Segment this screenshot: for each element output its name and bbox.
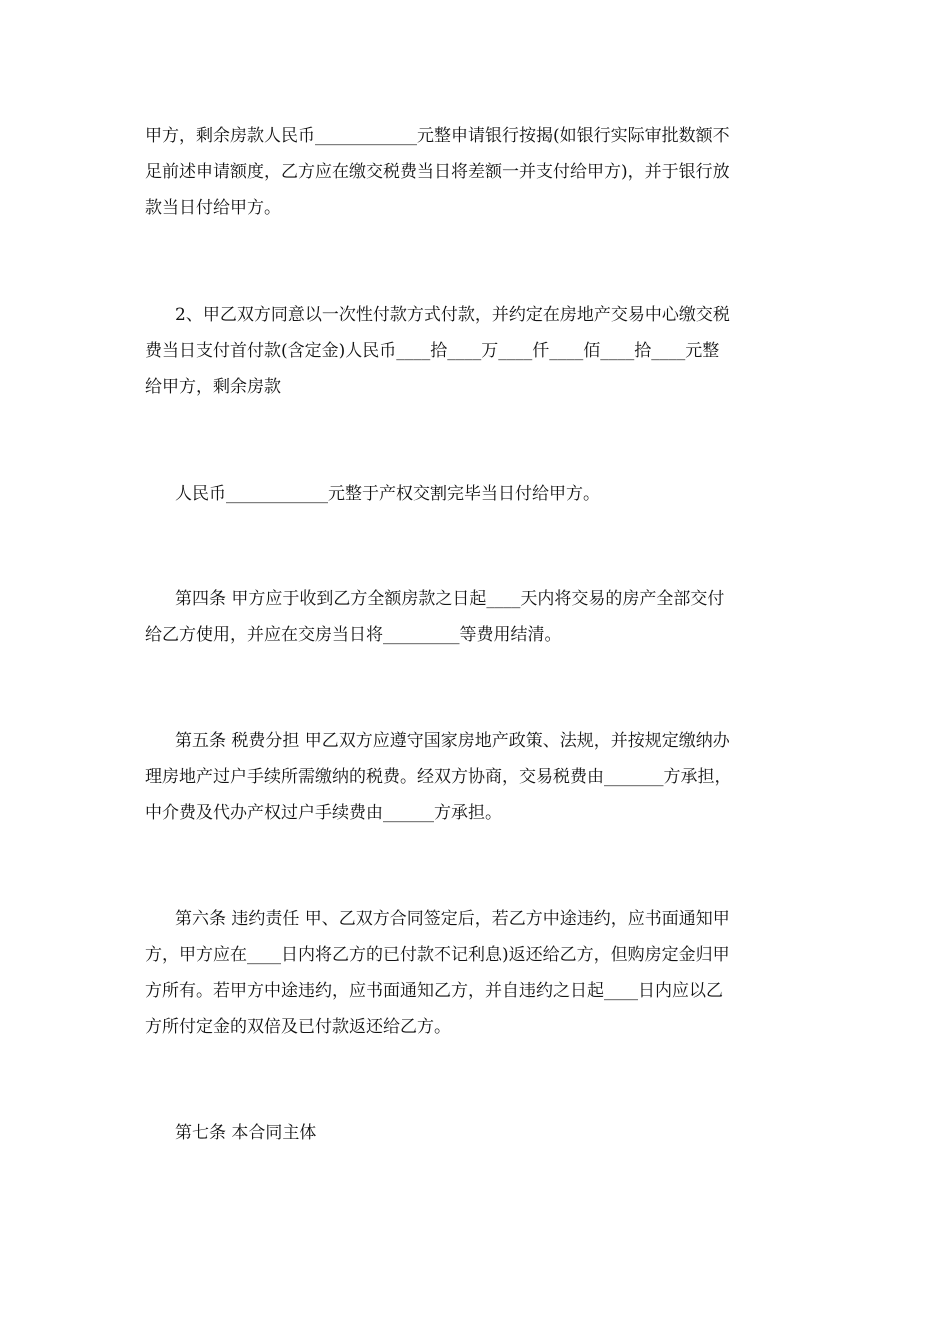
text-line: 方所付定金的双倍及已付款返还给乙方。 bbox=[145, 1017, 451, 1037]
text-line: 费当日支付首付款(含定金)人民币____拾____万____仟____佰____拾____元整 bbox=[145, 341, 720, 361]
paragraph-article-7 bbox=[145, 1115, 805, 1151]
text-line: 款当日付给甲方。 bbox=[145, 198, 281, 218]
text-line: 第五条 税费分担 甲乙双方应遵守国家房地产政策、法规，并按规定缴纳办 bbox=[175, 731, 730, 751]
text-line: 足前述申请额度，乙方应在缴交税费当日将差额一并支付给甲方)，并于银行放 bbox=[145, 162, 730, 182]
text-line: 中介费及代办产权过户手续费由______方承担。 bbox=[145, 803, 502, 823]
paragraph-article-4 bbox=[145, 581, 805, 653]
paragraph-article-5 bbox=[145, 723, 805, 831]
text-line: 2、甲乙双方同意以一次性付款方式付款，并约定在房地产交易中心缴交税 bbox=[175, 305, 730, 325]
paragraph-article-6 bbox=[145, 901, 805, 1045]
paragraph-remaining-payment bbox=[145, 476, 805, 512]
text-line: 人民币____________元整于产权交割完毕当日付给甲方。 bbox=[175, 484, 600, 504]
text-line: 给甲方，剩余房款 bbox=[145, 377, 281, 397]
text-line: 方，甲方应在____日内将乙方的已付款不记利息)返还给乙方，但购房定金归甲 bbox=[145, 945, 730, 965]
text-line: 第七条 本合同主体 bbox=[175, 1123, 317, 1143]
paragraph-payment-loan bbox=[145, 118, 805, 226]
text-line: 甲方，剩余房款人民币____________元整申请银行按揭(如银行实际审批数额不 bbox=[145, 126, 730, 146]
paragraph-lump-sum-payment bbox=[145, 297, 805, 405]
text-line: 第四条 甲方应于收到乙方全额房款之日起____天内将交易的房产全部交付 bbox=[175, 589, 725, 609]
text-line: 给乙方使用，并应在交房当日将_________等费用结清。 bbox=[145, 625, 562, 645]
text-line: 方所有。若甲方中途违约，应书面通知乙方，并自违约之日起____日内应以乙 bbox=[145, 981, 723, 1001]
text-line: 第六条 违约责任 甲、乙双方合同签定后，若乙方中途违约，应书面通知甲 bbox=[175, 909, 730, 929]
text-line: 理房地产过户手续所需缴纳的税费。经双方协商，交易税费由_______方承担， bbox=[145, 767, 732, 787]
